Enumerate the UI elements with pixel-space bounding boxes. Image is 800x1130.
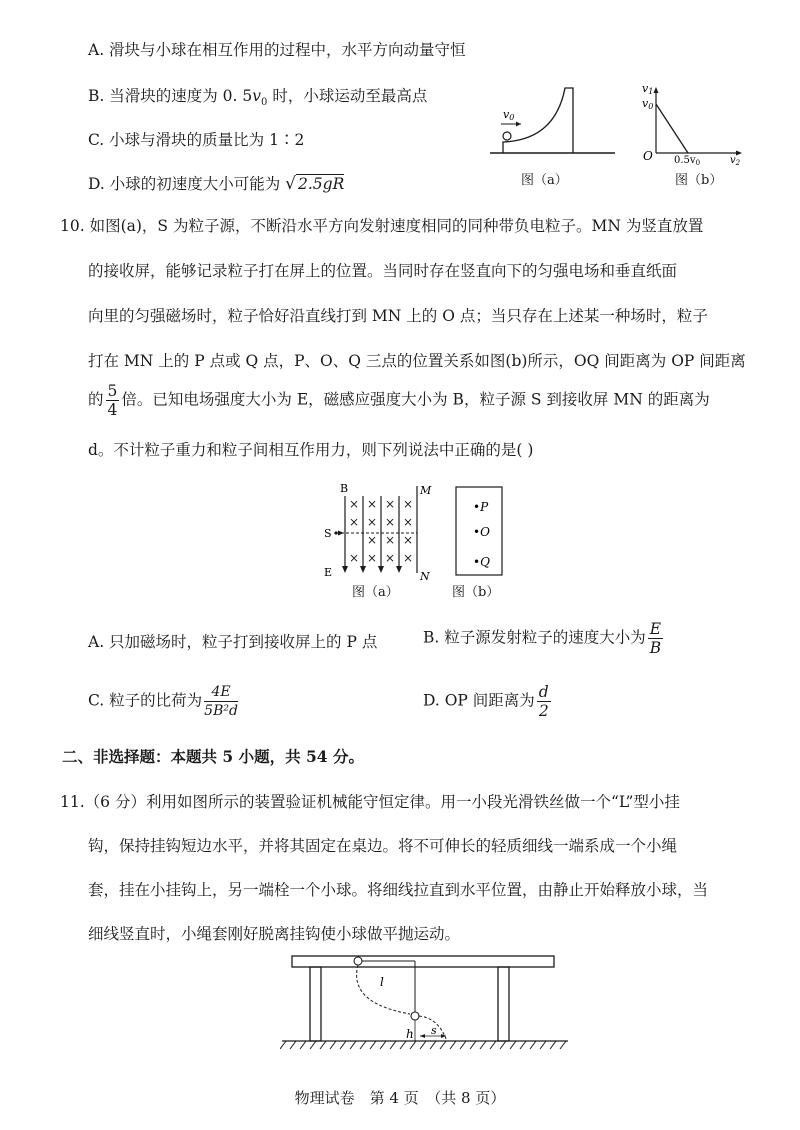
q11-line2: 钩，保持挂钩短边水平，并将其固定在桌边。将不可伸长的轻质细线一端系成一个小绳 <box>88 837 678 855</box>
svg-text:×: × <box>366 497 378 511</box>
ball-icon <box>503 132 511 140</box>
svg-text:×: × <box>384 533 396 547</box>
svg-text:N: N <box>420 570 430 583</box>
svg-text:B: B <box>340 482 349 495</box>
q10-fig-b-caption: 图（b） <box>452 585 500 600</box>
svg-text:×: × <box>366 551 378 565</box>
svg-text:v2: $v_2$ <box>730 155 741 165</box>
q9-fig-b-caption: 图（b） <box>675 173 723 188</box>
svg-text:×: × <box>402 515 414 529</box>
svg-text:v0: v0 <box>642 97 654 111</box>
q10-line5: 的 $\frac{5}{4}$ 倍。已知电场强度大小为 E，磁感应强度大小为 B，粒子源 S 到接收屏 MN 的距离为 <box>88 382 710 419</box>
svg-text:s: s <box>431 1024 437 1037</box>
page-footer: 物理试卷 第 4 页 （共 8 页） <box>294 1089 506 1107</box>
q9-figure-b <box>640 80 750 165</box>
svg-text:×: × <box>402 497 414 511</box>
q9-option-d-sqrt: 2.5gR <box>298 175 345 193</box>
q9-option-b-post: 时，小球运动至最高点 <box>267 87 428 105</box>
q10-option-a: A. 只加磁场时，粒子打到接收屏上的 P 点 <box>88 633 378 651</box>
q9-option-d: D. 小球的初速度大小可能为 √ 2.5gR <box>88 174 345 194</box>
q10-line4: 打在 MN 上的 P 点或 Q 点，P、O、Q 三点的位置关系如图(b)所示，OQ 间距离为 OP 间距离 <box>88 352 746 370</box>
svg-text:×: × <box>366 515 378 529</box>
q9-option-a: A. 滑块与小球在相互作用的过程中，水平方向动量守恒 <box>88 41 466 59</box>
q9-fig-a-caption: 图（a） <box>521 173 568 188</box>
q10-figure-a <box>322 478 437 586</box>
q10-line2: 的接收屏，能够记录粒子打在屏上的位置。当同时存在竖直向下的匀强电场和垂直纸面 <box>88 262 678 280</box>
svg-text:×: × <box>348 515 360 529</box>
q11-line3: 套，挂在小挂钩上，另一端栓一个小球。将细线拉直到水平位置，由静止开始释放小球，当 <box>88 881 709 899</box>
q9-figure-a <box>485 80 620 165</box>
svg-text:S: S <box>324 527 332 540</box>
q9-option-b <box>88 84 427 108</box>
q11-figure <box>280 948 570 1060</box>
q10-option-d: D. OP 间距离为 $\frac{d}{2}$ <box>423 683 549 720</box>
svg-text:•Q: •Q <box>473 555 490 569</box>
svg-text:×: × <box>348 497 360 511</box>
q10-line1: 10. 如图(a)，S 为粒子源，不断沿水平方向发射速度相同的同种带负电粒子。MN 为竖直放置 <box>60 217 704 235</box>
q9-option-b-var: v <box>252 87 262 105</box>
q10-line3: 向里的匀强磁场时，粒子恰好沿直线打到 MN 上的 O 点；当只存在上述某一种场时，粒子 <box>88 307 708 325</box>
q9-option-b-pre: B. 当滑块的速度为 0. 5 <box>88 87 253 105</box>
svg-text:×: × <box>402 533 414 547</box>
svg-text:O: O <box>643 149 653 163</box>
svg-text:×: × <box>384 515 396 529</box>
svg-text:×: × <box>348 551 360 565</box>
svg-text:×: × <box>384 497 396 511</box>
q9-option-d-pre: D. 小球的初速度大小可能为 <box>88 175 286 193</box>
svg-text:v1: v1 <box>642 82 654 96</box>
q10-line6: d。不计粒子重力和粒子间相互作用力，则下列说法中正确的是( ) <box>88 441 534 459</box>
q10-figure-b <box>455 486 505 578</box>
q10-option-b: B. 粒子源发射粒子的速度大小为 $\frac{E}{B}$ <box>423 620 662 657</box>
svg-text:×: × <box>384 551 396 565</box>
svg-text:h: h <box>406 1027 414 1041</box>
q9-option-b-sub: 0 <box>261 97 268 109</box>
svg-text:×: × <box>366 533 378 547</box>
q10-option-c: C. 粒子的比荷为 $\frac{4E}{\text{5B²d}}$ <box>88 684 238 719</box>
svg-text:M: M <box>420 484 432 497</box>
section-heading: 二、非选择题：本题共 5 小题，共 54 分。 <box>62 747 364 766</box>
svg-text:•O: •O <box>473 525 490 539</box>
svg-text:0.5v0: $0.5v_0$ <box>674 155 701 165</box>
svg-text:l: l <box>380 975 384 989</box>
svg-text:×: × <box>402 551 414 565</box>
q11-line4: 细线竖直时，小绳套刚好脱离挂钩使小球做平抛运动。 <box>88 925 461 943</box>
svg-text:E: E <box>324 566 333 579</box>
arrow-right-icon <box>516 122 521 127</box>
q10-fig-a-caption: 图（a） <box>352 585 399 600</box>
q9-v0-label: v0 <box>503 108 515 122</box>
q9-option-c: C. 小球与滑块的质量比为 1∶2 <box>88 131 305 149</box>
q11-line1: 11.（6 分）利用如图所示的装置验证机械能守恒定律。用一小段光滑铁丝做一个“L”型小挂 <box>60 793 680 811</box>
svg-text:•P: •P <box>473 500 489 514</box>
